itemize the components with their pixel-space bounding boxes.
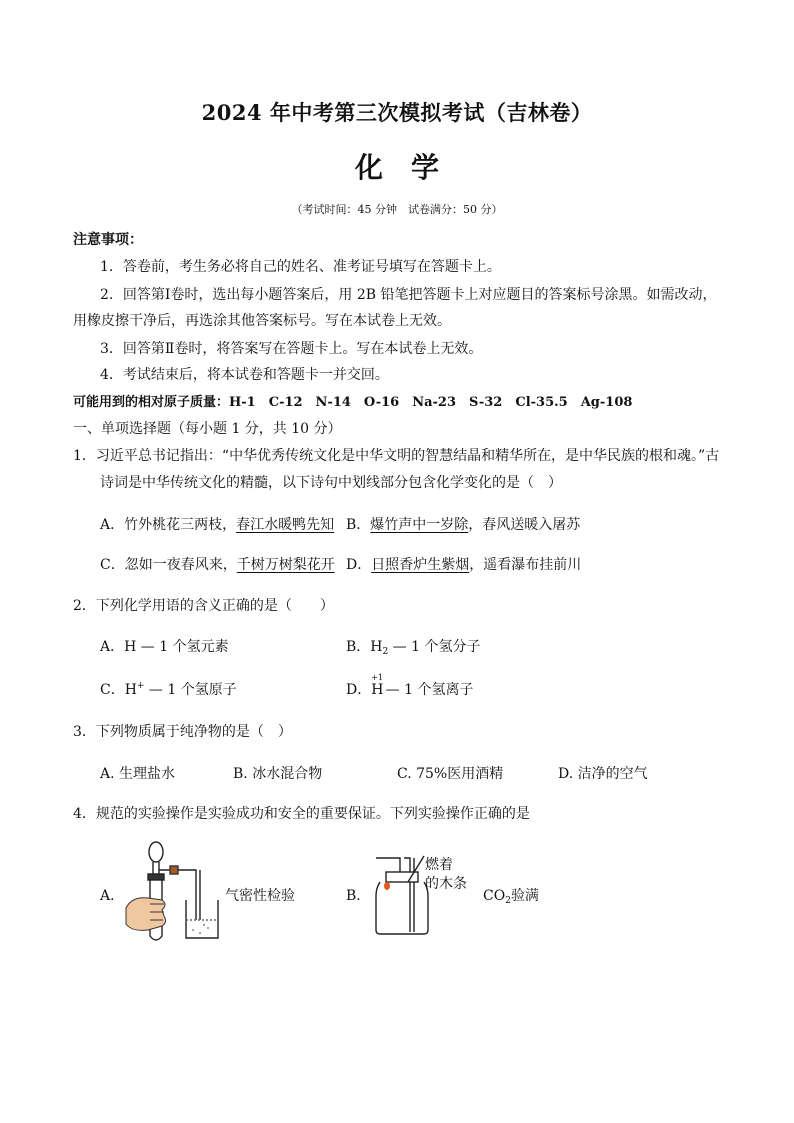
notice-item-1: 1．答卷前，考生务必将自己的姓名、准考证号填写在答题卡上。 bbox=[100, 259, 501, 275]
q1-option-c-underline: 千树万树梨花开 bbox=[236, 557, 335, 573]
co2-full-test-figure bbox=[370, 848, 432, 938]
q4-option-b-label[interactable]: B． bbox=[346, 888, 371, 904]
q2-option-c-superscript: + bbox=[136, 681, 145, 691]
q3-stem: 3．下列物质属于纯净物的是（ ） bbox=[73, 724, 292, 740]
q2-option-d[interactable] bbox=[346, 673, 474, 699]
q3-option-c[interactable]: C. 75%医用酒精 bbox=[397, 766, 504, 782]
subject-title: 化学 bbox=[354, 151, 467, 184]
airtightness-test-figure bbox=[118, 838, 230, 944]
q1-stem-line2: 诗词是中华传统文化的精髓，以下诗句中划线部分包含化学变化的是（ ） bbox=[100, 475, 562, 491]
notice-item-4: 4．考试结束后，将本试卷和答题卡一并交回。 bbox=[100, 367, 389, 383]
q3-option-b[interactable]: B. 冰水混合物 bbox=[233, 766, 323, 782]
q2-option-c[interactable] bbox=[100, 679, 237, 699]
q4-option-a-label[interactable]: A． bbox=[100, 888, 125, 904]
q1-option-a-text: A．竹外桃花三两枝， bbox=[100, 517, 237, 533]
q4-option-a-caption: 气密性检验 bbox=[225, 888, 295, 904]
notice-heading: 注意事项： bbox=[73, 232, 143, 248]
q4-stem: 4．规范的实验操作是实验成功和安全的重要保证。下列实验操作正确的是 bbox=[73, 806, 530, 822]
q1-option-b-text: ，春风送暖入屠苏 bbox=[468, 517, 581, 533]
page-title: 2024 年中考第三次模拟考试（吉林卷） bbox=[201, 100, 593, 125]
q2-option-b-text: — 1 个氢分子 bbox=[388, 639, 481, 655]
q3-option-d[interactable]: D. 洁净的空气 bbox=[558, 766, 648, 782]
q1-option-b-underline: 爆竹声中一岁除 bbox=[370, 517, 469, 533]
notice-item-3: 3．回答第Ⅱ卷时，将答案写在答题卡上。写在本试卷上无效。 bbox=[100, 341, 483, 357]
q1-option-d-label: D． bbox=[346, 557, 372, 573]
atomic-masses: 可能用到的相对原子质量：H-1 C-12 N-14 O-16 Na-23 S-32 Cl-35.5 Ag-108 bbox=[73, 395, 633, 410]
q1-option-c[interactable] bbox=[100, 554, 335, 574]
q1-option-d-text: ，遥看瀑布挂前川 bbox=[469, 557, 582, 573]
q2-option-c-label: C．H bbox=[100, 682, 137, 698]
q2-option-d-valence: +1 bbox=[371, 673, 384, 682]
q1-option-b[interactable] bbox=[346, 514, 580, 534]
q2-option-d-label: D． bbox=[346, 682, 372, 698]
q1-option-b-label: B． bbox=[346, 517, 371, 533]
q1-option-d[interactable] bbox=[346, 554, 581, 574]
q4-option-b-caption-co: CO bbox=[483, 888, 506, 904]
q2-option-a[interactable]: A．H — 1 个氢元素 bbox=[100, 639, 229, 655]
q4-option-b-caption-text: 验满 bbox=[510, 888, 539, 904]
notice-item-2: 2．回答第Ⅰ卷时，选出每小题答案后，用 2B 铅笔把答题卡上对应题目的答案标号涂黑。如需改动， bbox=[100, 287, 717, 303]
q2-option-b-subscript: 2 bbox=[382, 647, 389, 657]
q2-option-d-element: H bbox=[371, 682, 384, 698]
notice-item-2-cont: 用橡皮擦干净后，再选涂其他答案标号。写在本试卷上无效。 bbox=[73, 313, 451, 329]
q2-option-d-symbol bbox=[371, 673, 384, 698]
q4-option-b-caption bbox=[483, 885, 539, 906]
exam-time-info: （考试时间：45 分钟 试卷满分：50 分） bbox=[291, 203, 503, 216]
q1-option-d-underline: 日照香炉生紫烟 bbox=[371, 557, 470, 573]
q1-option-a-underline: 春江水暖鸭先知 bbox=[236, 517, 335, 533]
q3-option-a[interactable]: A. 生理盐水 bbox=[100, 766, 176, 782]
q1-option-c-text: C．忽如一夜春风来， bbox=[100, 557, 237, 573]
q2-option-b[interactable] bbox=[346, 636, 481, 657]
q2-stem: 2．下列化学用语的含义正确的是（ ） bbox=[73, 598, 334, 614]
burning-stick-label-1: 燃着 bbox=[425, 857, 453, 873]
q2-option-b-label: B．H bbox=[346, 639, 383, 655]
burning-stick-label-2: 的木条 bbox=[425, 876, 467, 892]
section-heading: 一、单项选择题（每小题 1 分，共 10 分） bbox=[73, 421, 342, 437]
q1-stem-line1: 1．习近平总书记指出：“中华优秀传统文化是中华文明的智慧结晶和精华所在，是中华民族的根和魂。”古 bbox=[73, 448, 720, 464]
q1-option-a[interactable] bbox=[100, 514, 334, 534]
q2-option-c-text: — 1 个氢原子 bbox=[144, 682, 237, 698]
q2-option-d-text: — 1 个氢离子 bbox=[381, 682, 474, 698]
q4-option-b-caption-sub: 2 bbox=[505, 896, 511, 906]
